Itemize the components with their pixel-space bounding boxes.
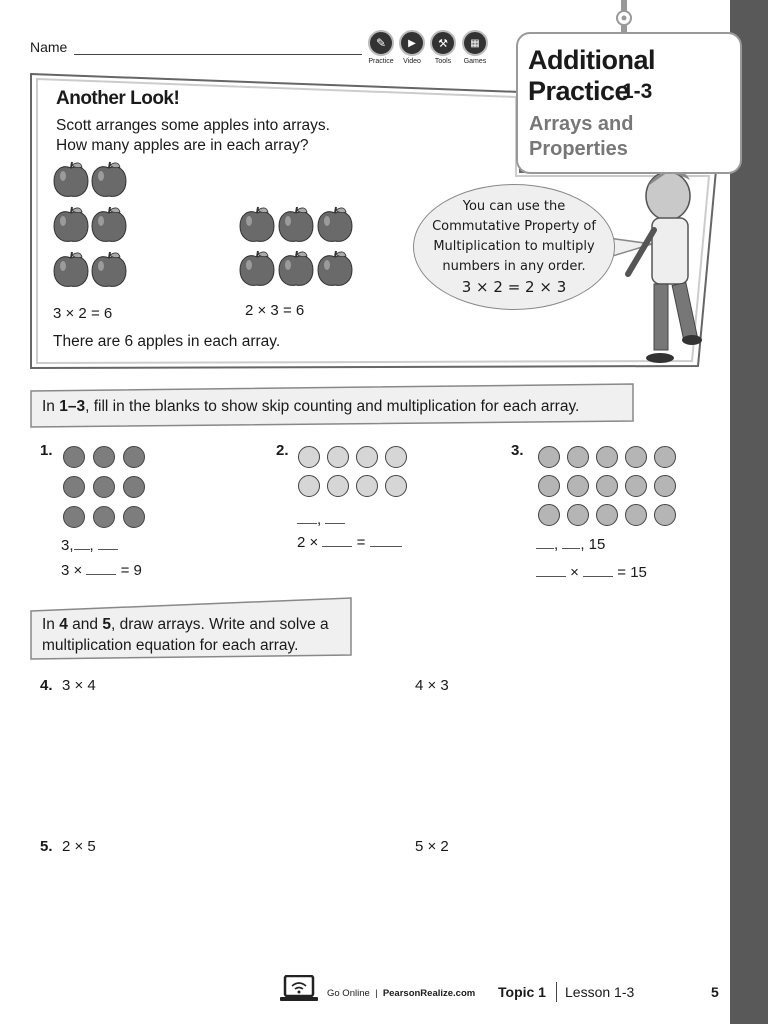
games-icon: ▦ bbox=[470, 37, 480, 49]
apple-icon bbox=[92, 207, 126, 241]
problem-2-array bbox=[298, 446, 407, 497]
apple-icon bbox=[279, 251, 313, 285]
video-button[interactable]: ▶ Video bbox=[397, 30, 427, 65]
practice-button[interactable]: ✎ Practice bbox=[366, 30, 396, 65]
title-sub-2: Properties bbox=[529, 138, 628, 160]
apple-icon bbox=[240, 207, 274, 241]
blank-field[interactable] bbox=[98, 537, 118, 550]
blank-field[interactable] bbox=[536, 536, 554, 549]
name-label: Name bbox=[30, 39, 68, 55]
title-additional: Additional bbox=[528, 45, 655, 75]
pearson-link[interactable]: PearsonRealize.com bbox=[382, 988, 476, 999]
problem-5-left: 2 × 5 bbox=[62, 838, 96, 855]
footer-online: Go Online | PearsonRealize.com bbox=[327, 988, 476, 999]
problem-4-number: 4. bbox=[40, 677, 53, 694]
problem-4-left: 3 × 4 bbox=[62, 677, 96, 694]
equation-3x2: 3 × 2 = 6 bbox=[53, 305, 113, 322]
apple-icon bbox=[54, 207, 88, 241]
blank-field[interactable] bbox=[370, 534, 402, 547]
section1-instructions: In 1–3, fill in the blanks to show skip counting and multiplication for each array. bbox=[42, 398, 580, 415]
pencil-icon: ✎ bbox=[375, 36, 387, 50]
footer-topic: Topic 1 bbox=[498, 984, 546, 1000]
problem-1-equation: 3 × = 9 bbox=[61, 562, 142, 579]
speech-bubble: You can use the Commutative Property of Multiplication to multiply numbers in any order. 3 × 2 = 2 × 3 bbox=[413, 184, 615, 310]
apple-icon bbox=[54, 252, 88, 286]
another-look-heading: Another Look! bbox=[56, 88, 180, 109]
play-icon: ▶ bbox=[408, 37, 416, 49]
apple-icon bbox=[92, 252, 126, 286]
blank-field[interactable] bbox=[297, 511, 317, 524]
problem-3-skip-count: , , 15 bbox=[536, 536, 605, 553]
problem-5-right: 5 × 2 bbox=[415, 838, 449, 855]
blank-field[interactable] bbox=[536, 564, 566, 577]
tools-button[interactable]: ⚒ Tools bbox=[428, 30, 458, 65]
laptop-wifi-icon bbox=[280, 975, 318, 1003]
problem-2-number: 2. bbox=[276, 442, 289, 459]
apple-icon bbox=[318, 207, 352, 241]
title-practice: Practice bbox=[528, 76, 630, 106]
games-button[interactable]: ▦ Games bbox=[460, 30, 490, 65]
blank-field[interactable] bbox=[583, 564, 613, 577]
blank-field[interactable] bbox=[322, 534, 352, 547]
problem-1-array bbox=[63, 446, 145, 528]
title-sub-1: Arrays and bbox=[529, 113, 634, 135]
apple-icon bbox=[54, 162, 88, 196]
problem-4-right: 4 × 3 bbox=[415, 677, 449, 694]
problem-1-skip-count: 3, , bbox=[61, 537, 118, 554]
blank-field[interactable] bbox=[562, 536, 580, 549]
problem-1-number: 1. bbox=[40, 442, 53, 459]
problem-3-number: 3. bbox=[511, 442, 524, 459]
blank-field[interactable] bbox=[325, 511, 345, 524]
another-look-conclusion: There are 6 apples in each array. bbox=[53, 333, 281, 350]
footer-divider bbox=[556, 982, 557, 1002]
problem-3-array bbox=[538, 446, 676, 526]
problem-2-equation: 2 × = bbox=[297, 534, 402, 551]
problem-3-equation: × = 15 bbox=[536, 564, 647, 581]
apple-icon bbox=[240, 251, 274, 285]
lesson-number: 1-3 bbox=[622, 80, 653, 103]
blank-field[interactable] bbox=[86, 562, 116, 575]
equation-2x3: 2 × 3 = 6 bbox=[245, 302, 305, 319]
page-number: 5 bbox=[711, 984, 719, 1000]
another-look-question: Scott arranges some apples into arrays. How many apples are in each array? bbox=[56, 117, 330, 154]
apple-icon bbox=[318, 251, 352, 285]
apple-arrays bbox=[0, 150, 400, 310]
apple-icon bbox=[92, 162, 126, 196]
footer-lesson: Lesson 1-3 bbox=[565, 984, 635, 1000]
problem-5-number: 5. bbox=[40, 838, 53, 855]
apple-icon bbox=[279, 207, 313, 241]
blank-field[interactable] bbox=[74, 537, 90, 550]
section2-instructions: In 4 and 5, draw arrays. Write and solve a multiplication equation for each array. bbox=[42, 616, 329, 654]
wrench-icon: ⚒ bbox=[438, 37, 448, 50]
problem-2-skip-count: , bbox=[297, 511, 345, 528]
